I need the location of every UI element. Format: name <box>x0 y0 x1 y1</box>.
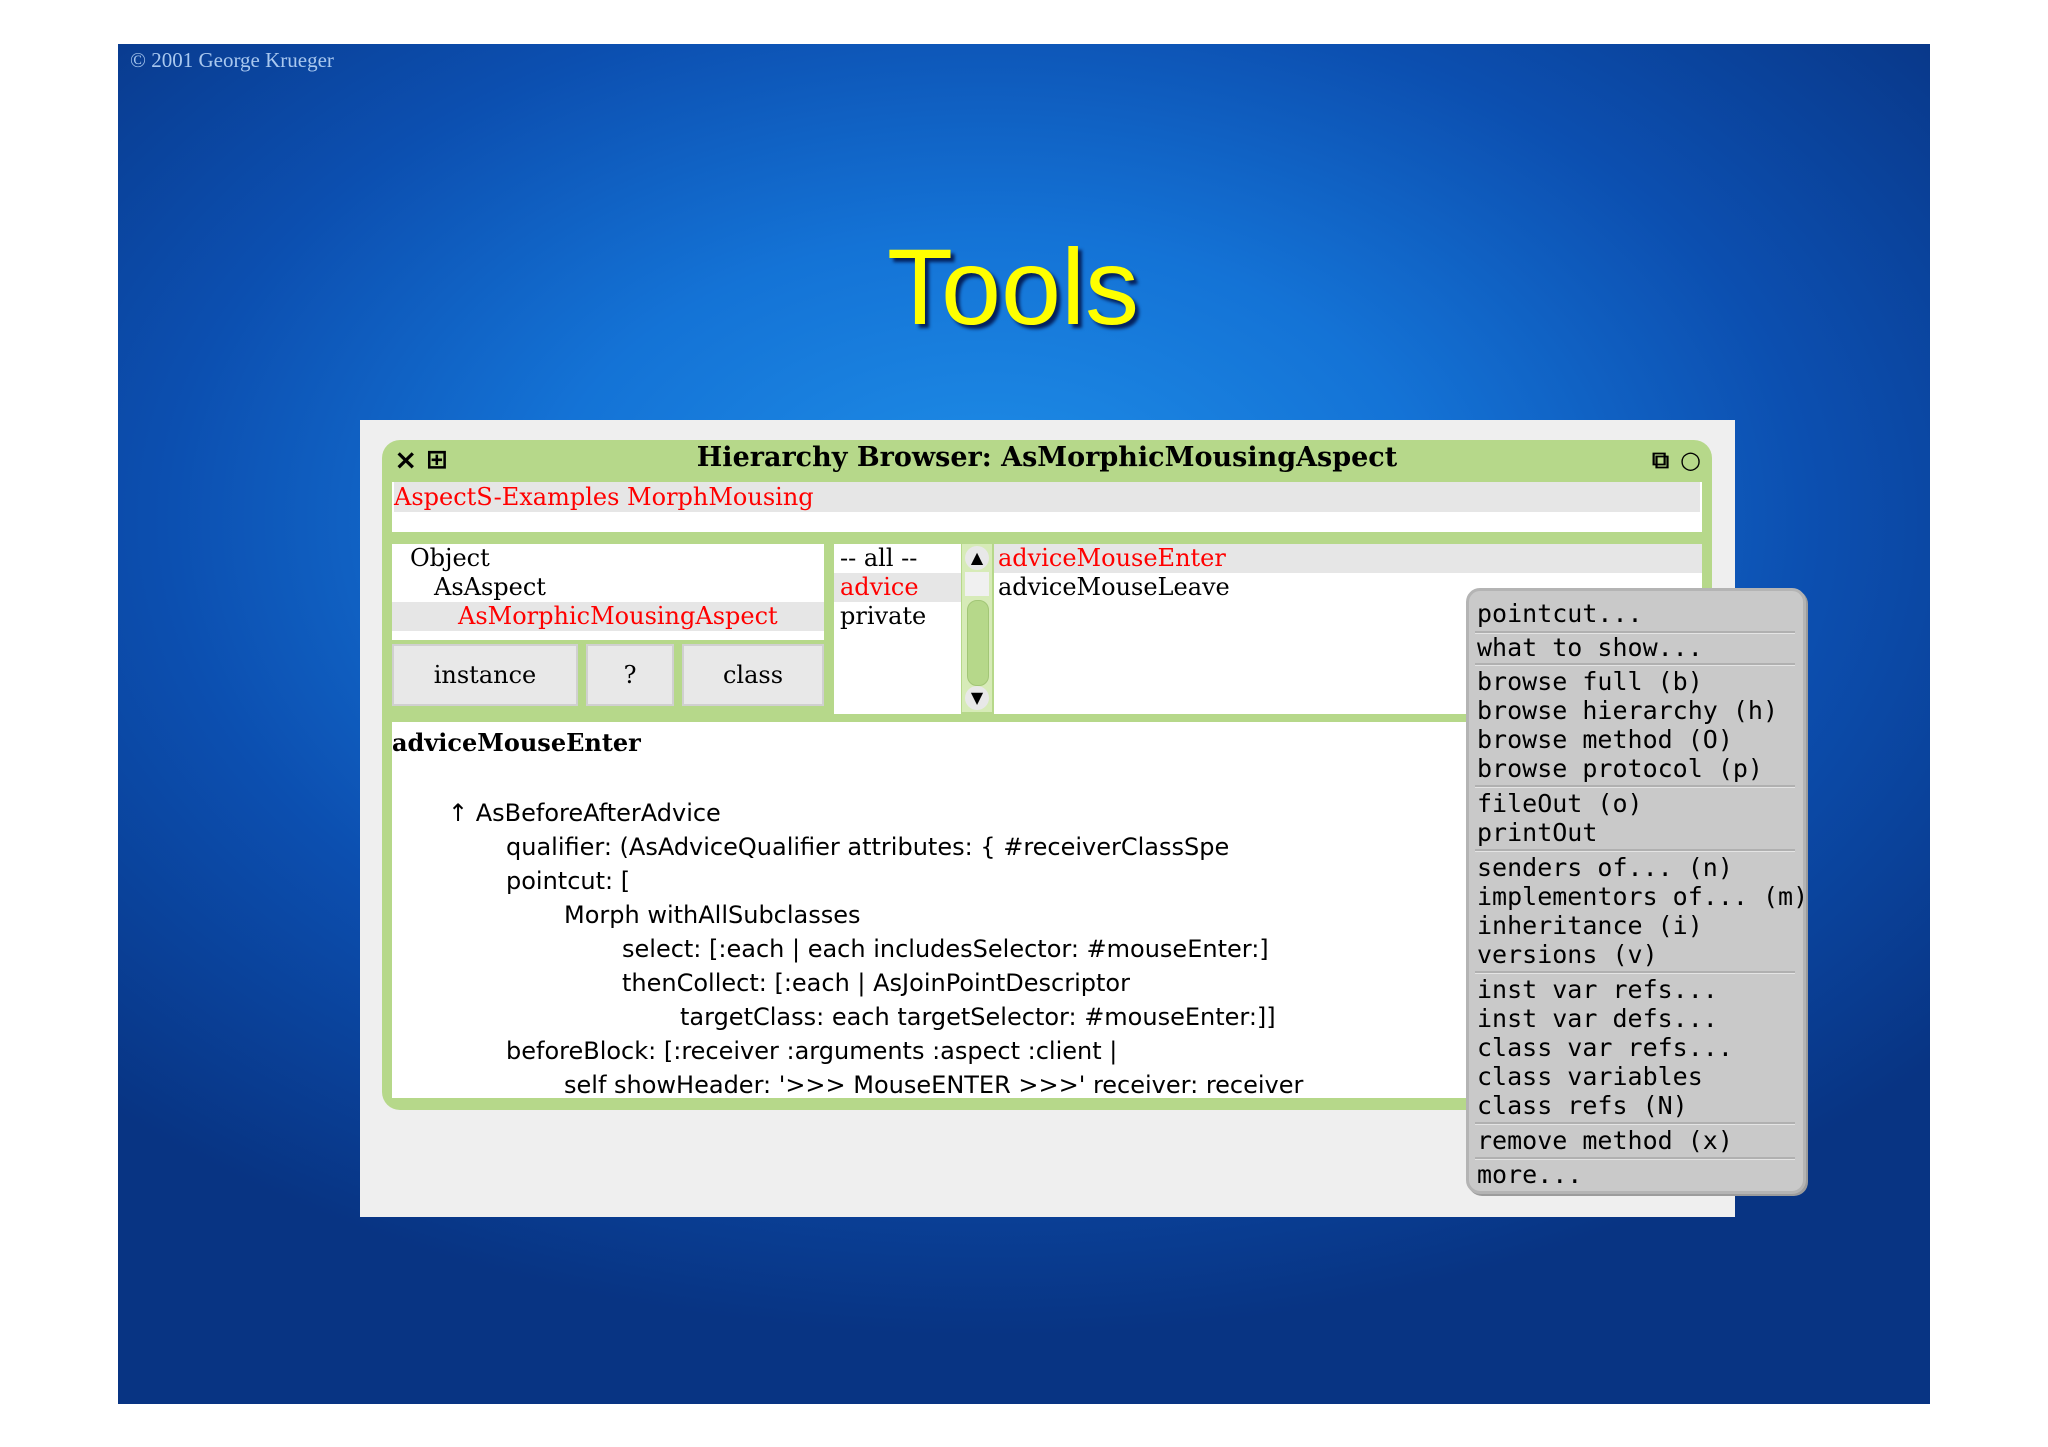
menu-item-class-var-refs[interactable]: class var refs... <box>1477 1033 1733 1062</box>
slide <box>118 44 1930 1404</box>
screenshot-panel <box>360 420 1809 1217</box>
menu-item-inheritance[interactable]: inheritance (i) <box>1477 911 1703 940</box>
menu-item-pointcut[interactable]: pointcut... <box>1477 599 1643 628</box>
class-item-selected[interactable]: AsMorphicMousingAspect <box>392 602 824 631</box>
message-category-pane[interactable] <box>834 544 961 714</box>
window-title: Hierarchy Browser: AsMorphicMousingAspect <box>696 442 1398 473</box>
instance-class-switch <box>392 644 824 710</box>
scroll-down-arrow-icon[interactable]: ▼ <box>965 686 989 710</box>
system-category[interactable]: AspectS-Examples MorphMousing <box>394 482 1700 512</box>
help-button[interactable]: ? <box>586 644 674 706</box>
class-item-asaspect[interactable]: AsAspect <box>434 573 546 601</box>
copyright-notice: © 2001 George Krueger <box>130 48 334 72</box>
method-selector: adviceMouseEnter <box>392 728 641 757</box>
menu-item-remove-method[interactable]: remove method (x) <box>1477 1126 1733 1155</box>
window-titlebar[interactable] <box>382 440 1712 480</box>
menu-separator <box>1475 785 1795 788</box>
menu-item-more[interactable]: more... <box>1477 1160 1583 1189</box>
menu-item-browse-method[interactable]: browse method (O) <box>1477 725 1733 754</box>
code-line: qualifier: (AsAdviceQualifier attributes: { #receiverClassSpe <box>506 833 1230 861</box>
message-item-selected[interactable]: adviceMouseEnter <box>994 544 1702 573</box>
slide-title: Tools <box>886 226 1140 347</box>
category-item-private[interactable]: private <box>840 602 927 630</box>
scroll-up-arrow-icon[interactable]: ▲ <box>965 546 989 570</box>
window-menu-icon[interactable]: ⊞ <box>426 445 448 475</box>
class-list-pane[interactable] <box>392 544 824 640</box>
menu-item-class-refs[interactable]: class refs (N) <box>1477 1091 1688 1120</box>
class-item-object[interactable]: Object <box>410 544 490 572</box>
scrollbar[interactable] <box>962 544 992 712</box>
scroll-thumb[interactable] <box>967 600 989 686</box>
code-line: Morph withAllSubclasses <box>564 901 861 929</box>
context-menu[interactable] <box>1466 588 1809 1194</box>
message-item[interactable]: adviceMouseLeave <box>998 573 1230 601</box>
menu-item-implementors[interactable]: implementors of... (m) <box>1477 882 1809 911</box>
code-line: ↑ AsBeforeAfterAdvice <box>448 799 721 827</box>
code-line: pointcut: [ <box>506 867 631 895</box>
menu-separator <box>1475 971 1795 974</box>
category-item-advice[interactable]: advice <box>834 573 961 602</box>
menu-item-senders[interactable]: senders of... (n) <box>1477 853 1733 882</box>
menu-item-inst-var-refs[interactable]: inst var refs... <box>1477 975 1718 1004</box>
expand-icon[interactable]: ○ <box>1680 446 1701 474</box>
menu-item-fileout[interactable]: fileOut (o) <box>1477 789 1643 818</box>
menu-item-versions[interactable]: versions (v) <box>1477 940 1658 969</box>
menu-item-class-variables[interactable]: class variables <box>1477 1062 1703 1091</box>
code-line: thenCollect: [:each | AsJoinPointDescriptor <box>622 969 1130 997</box>
menu-item-browse-protocol[interactable]: browse protocol (p) <box>1477 754 1763 783</box>
code-line: select: [:each | each includesSelector: #mouseEnter:] <box>622 935 1269 963</box>
menu-separator <box>1475 849 1795 852</box>
collapse-icon[interactable]: ⧉ <box>1652 446 1670 474</box>
class-button[interactable]: class <box>682 644 824 706</box>
code-line: beforeBlock: [:receiver :arguments :aspect :client | <box>506 1037 1118 1065</box>
instance-button[interactable]: instance <box>392 644 578 706</box>
menu-item-browse-full[interactable]: browse full (b) <box>1477 667 1703 696</box>
category-item-all[interactable]: -- all -- <box>840 544 918 572</box>
code-line: targetClass: each targetSelector: #mouseEnter:]] <box>680 1003 1276 1031</box>
menu-separator <box>1475 663 1795 666</box>
menu-item-inst-var-defs[interactable]: inst var defs... <box>1477 1004 1718 1033</box>
menu-item-printout[interactable]: printOut <box>1477 818 1598 847</box>
scroll-menu-icon[interactable] <box>965 572 989 596</box>
system-category-pane[interactable] <box>392 482 1702 536</box>
menu-item-what-to-show[interactable]: what to show... <box>1477 633 1703 662</box>
close-icon[interactable]: × <box>394 443 418 476</box>
code-line: self showHeader: '>>> MouseENTER >>>' receiver: receiver <box>564 1071 1304 1098</box>
menu-item-browse-hierarchy[interactable]: browse hierarchy (h) <box>1477 696 1779 725</box>
menu-separator <box>1475 1122 1795 1125</box>
